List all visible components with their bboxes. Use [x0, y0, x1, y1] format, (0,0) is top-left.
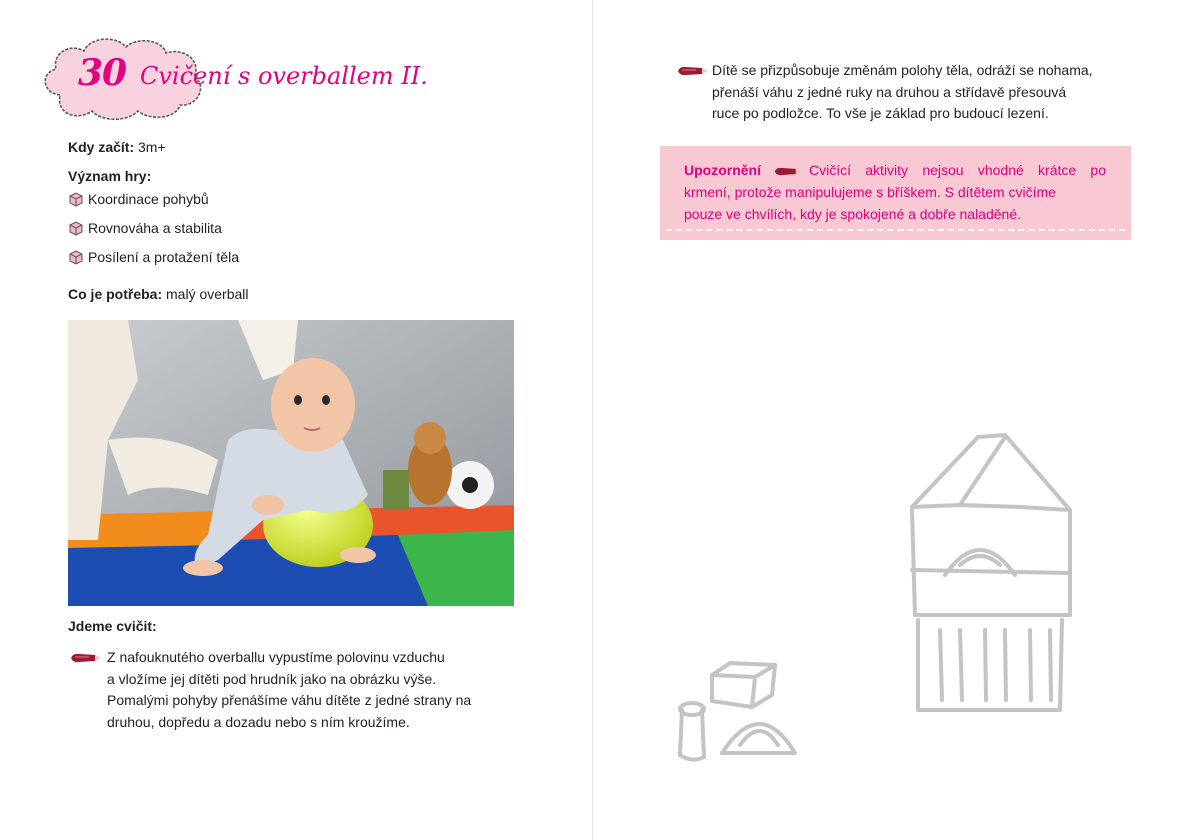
needed-label: Co je potřeba: [68, 286, 163, 302]
pencil-pointer-icon [676, 65, 708, 77]
exercise-heading [68, 618, 157, 634]
toy-block-icon [68, 220, 84, 236]
exercise-instructions [107, 647, 513, 733]
exercise-heading-label: Jdeme cvičit: [68, 618, 157, 634]
benefit-label: Posílení a protažení těla [88, 249, 239, 265]
start-age-label: Kdy začít: [68, 139, 135, 155]
needed-value: malý overball [166, 286, 249, 302]
instruction-line: Pomalými pohyby přenášíme váhu dítěte z jedné strany na [107, 692, 472, 708]
instruction-line: a vložíme jej dítěti pod hrudník jako na obrázku výše. [107, 670, 437, 687]
warning-title: Upozornění [684, 162, 761, 178]
instruction-line: Z nafouknutého overballu vypustíme polovinu vzduchu [107, 649, 445, 665]
left-page [0, 0, 592, 840]
toy-block-icon [68, 249, 84, 265]
note-line: Dítě se přizpůsobuje změnám polohy těla, odráží se nohama, [712, 62, 1093, 78]
benefit-item [68, 220, 222, 236]
meaning-heading [68, 168, 151, 184]
development-note [712, 60, 1118, 125]
note-line: přenáší váhu z jedné ruky na druhou a střídavě přesouvá [712, 83, 1067, 100]
benefit-label: Koordinace pohybů [88, 191, 209, 207]
needed-line [68, 286, 249, 302]
exercise-number: 30 [78, 52, 127, 94]
meaning-label: Význam hry: [68, 168, 152, 184]
pencil-pointer-icon [69, 652, 101, 664]
benefit-label: Rovnováha a stabilita [88, 220, 222, 236]
warning-line-2: krmení, protože manipulujeme s bříškem. S dítětem cvičíme [684, 184, 1056, 200]
toy-block-icon [68, 191, 84, 207]
start-age-value: 3m+ [138, 139, 166, 155]
warning-content [660, 146, 1131, 240]
toy-blocks-sketch [660, 425, 1100, 775]
baby-exercise-photo [68, 320, 514, 606]
warning-line-3: pouze ve chvílích, kdy je spokojené a dobře naladěné. [684, 206, 1022, 222]
instruction-line: druhou, dopředu a dozadu nebo s ním kroužíme. [107, 713, 410, 730]
benefit-item [68, 191, 209, 207]
warning-line-1 [684, 159, 1106, 181]
warning-dashed-border [666, 229, 1125, 231]
note-line: ruce po podložce. To vše je základ pro budoucí lezení. [712, 105, 1049, 121]
pencil-pointer-icon [773, 166, 801, 177]
warning-box [660, 146, 1131, 240]
exercise-title: Cvičení s overballem II. [140, 62, 428, 90]
benefit-item [68, 249, 239, 265]
start-age-line [68, 139, 166, 155]
warning-text: Cvičící aktivity nejsou vhodné krátce po [809, 162, 1106, 178]
